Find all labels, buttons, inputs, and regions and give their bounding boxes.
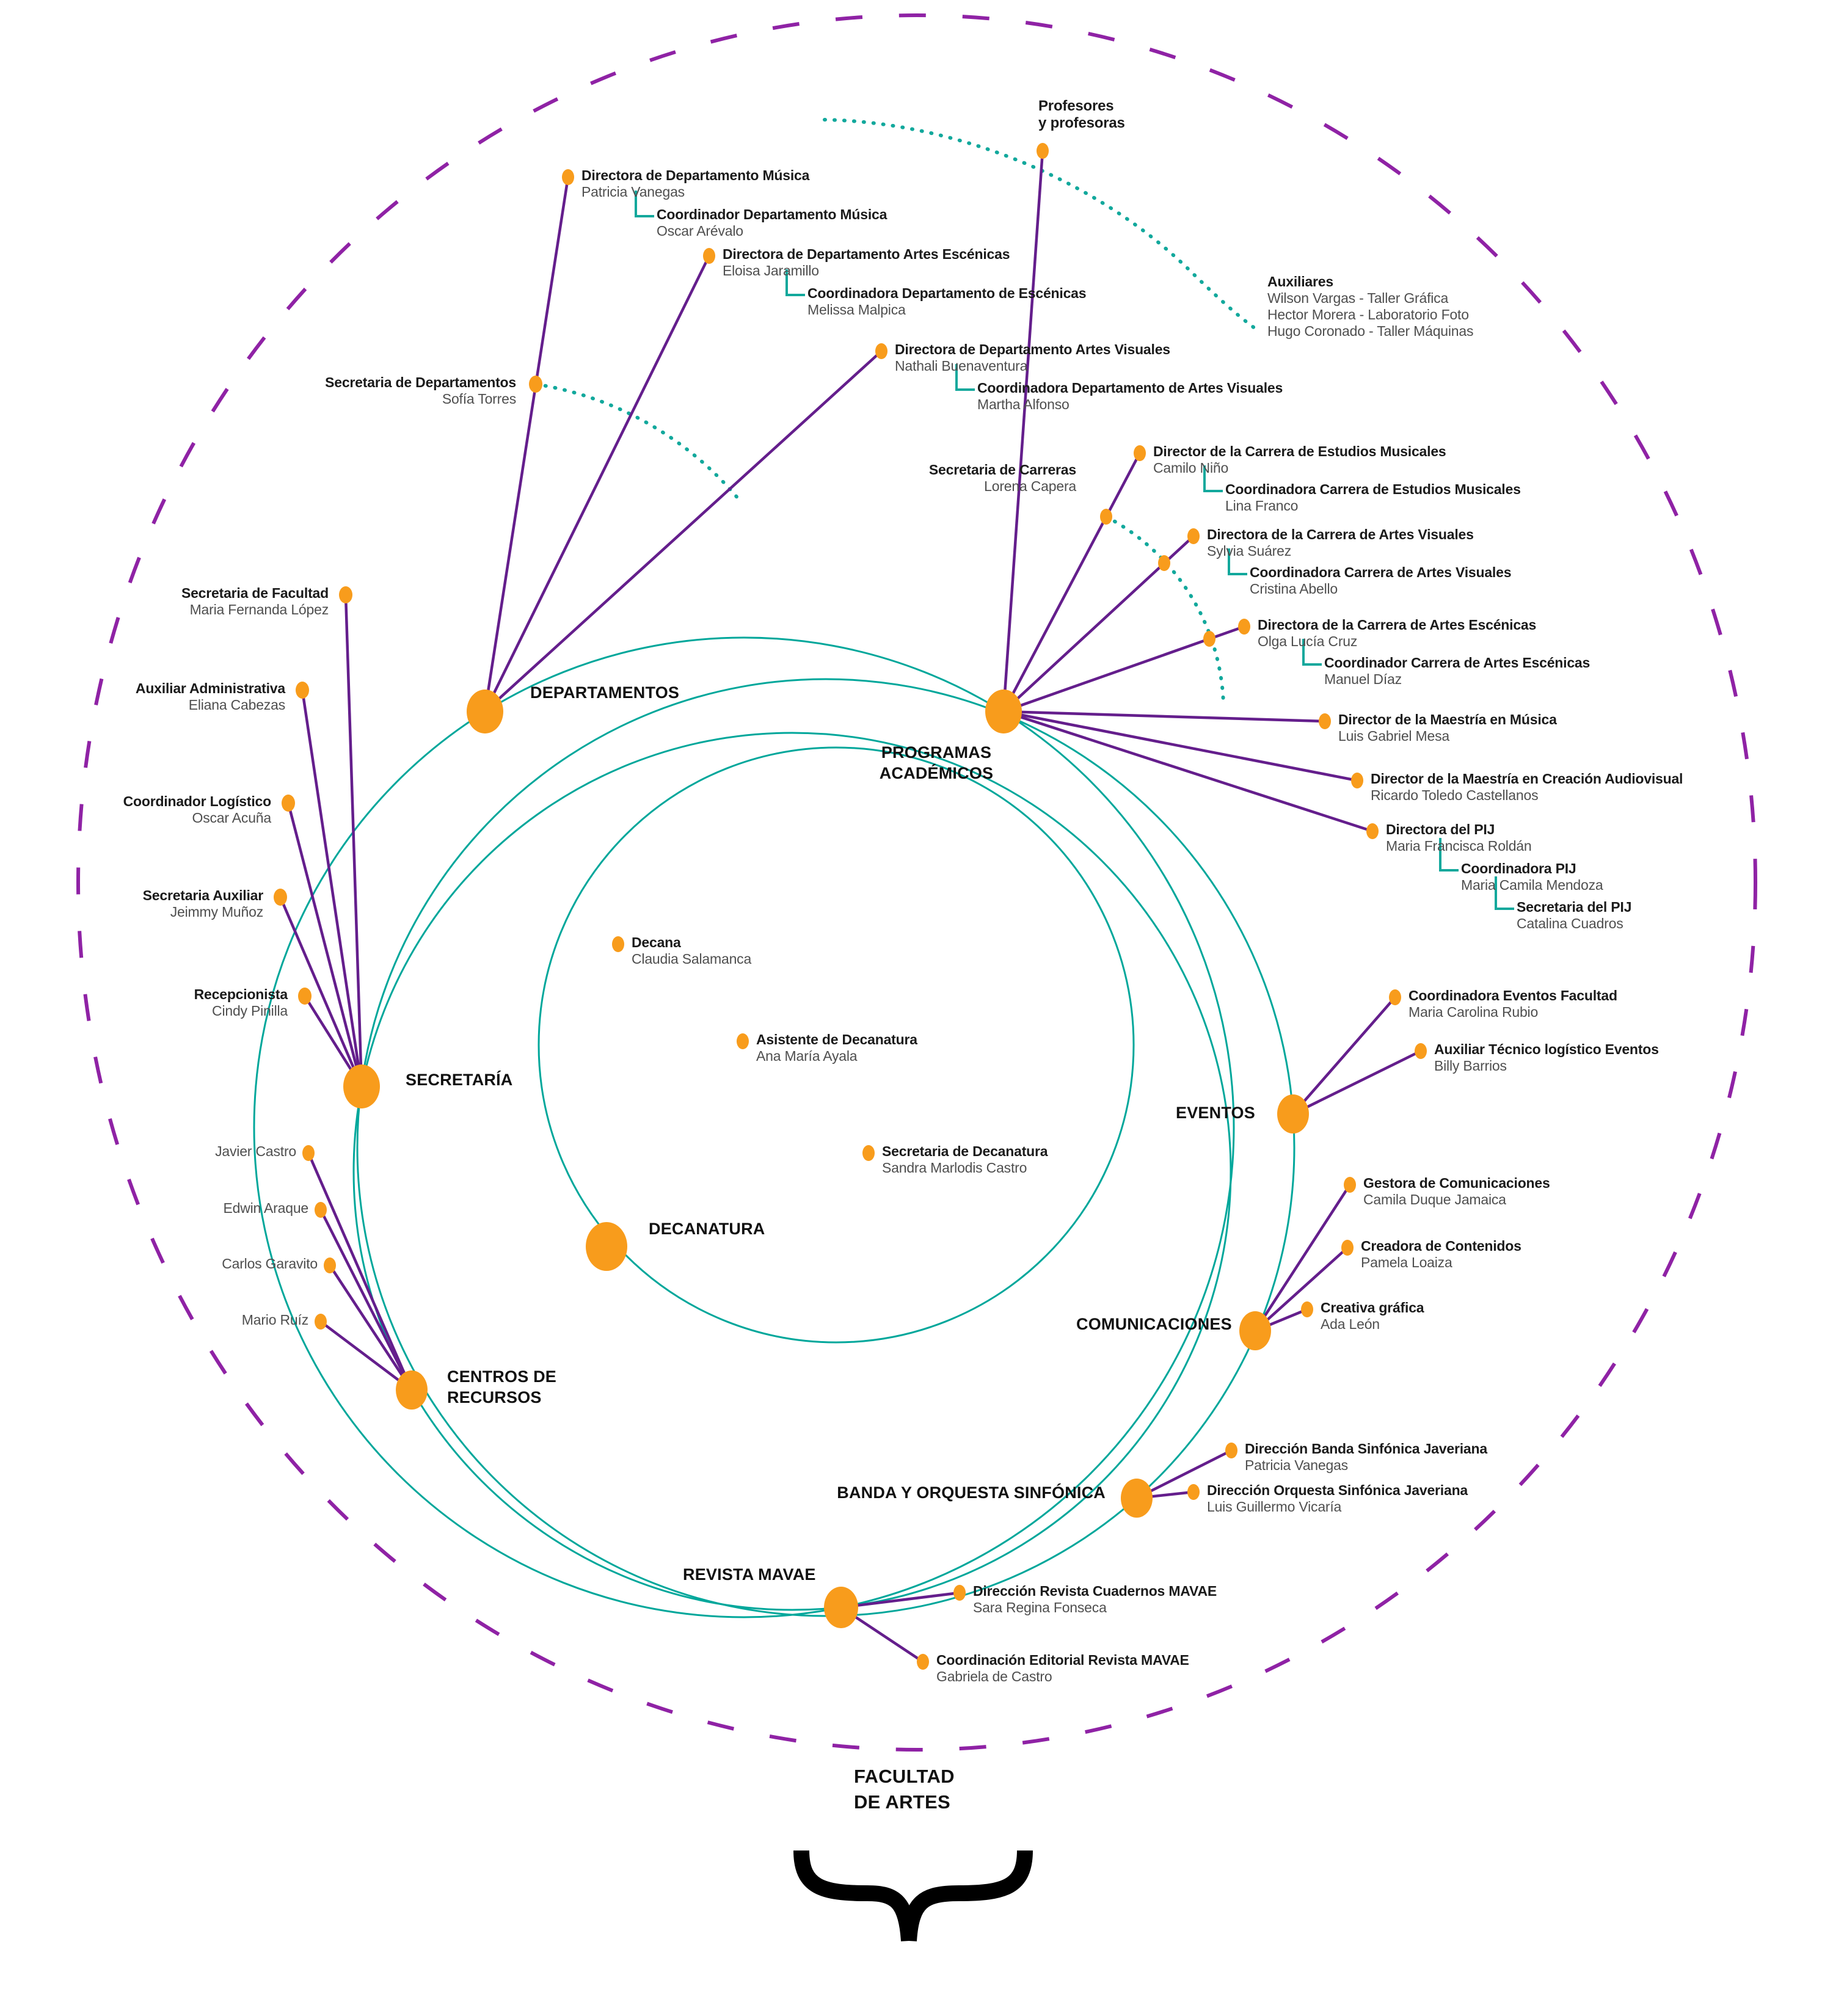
label-director-maestria-musica: Director de la Maestría en Música Luis Gabriel Mesa (1338, 711, 1557, 744)
label-recepcionista: Recepcionista Cindy Pinilla (194, 986, 288, 1019)
page-title (854, 1764, 955, 1815)
label-creativa-grafica: Creativa gráfica Ada León (1321, 1300, 1424, 1333)
orange-dot (1134, 445, 1146, 461)
connector-line (485, 351, 881, 711)
node-label-centros-de-recursos (447, 1367, 556, 1408)
orange-dot (875, 343, 887, 359)
node-circle-banda-y-orquesta (1121, 1479, 1153, 1518)
orange-dot (324, 1257, 336, 1273)
label-decana: Decana Claudia Salamanca (632, 934, 752, 967)
orange-dot (339, 586, 352, 603)
node-label-line: PROGRAMAS (881, 743, 992, 762)
orange-dot (1187, 528, 1200, 544)
label-directora-del-pij: Directora del PIJ Maria Francisca Roldán (1386, 821, 1532, 854)
label-coordinadora-carrera-estudios-musicales: Coordinadora Carrera de Estudios Musicales Lina Franco (1225, 481, 1521, 514)
brace-left-half (801, 1850, 909, 1941)
label-direccion-banda-sinfonica: Dirección Banda Sinfónica Javeriana Patricia Vanegas (1245, 1441, 1487, 1474)
orange-dot (298, 988, 312, 1005)
node-label-banda-y-orquesta: BANDA Y ORQUESTA SINFÓNICA (837, 1483, 1106, 1502)
orange-dot (296, 682, 309, 699)
orange-dot (1037, 143, 1049, 159)
label-coordinadora-pij: Coordinadora PIJ Maria Camila Mendoza (1461, 861, 1603, 893)
label-directora-departamento-artes-visuales: Directora de Departamento Artes Visuales Nathali Buenaventura (895, 341, 1170, 374)
orange-dot (703, 248, 715, 264)
node-label-comunicaciones: COMUNICACIONES (1076, 1315, 1232, 1333)
orange-dot (1351, 773, 1363, 788)
node-label-line: ACADÉMICOS (879, 763, 994, 782)
label-auxiliar-tecnico-logistico-eventos: Auxiliar Técnico logístico Eventos Billy Barrios (1434, 1041, 1659, 1074)
label-coordinadora-eventos-facultad: Coordinadora Eventos Facultad Maria Carolina Rubio (1408, 988, 1617, 1021)
orbit-circle-b (357, 679, 1294, 1616)
label-direccion-orquesta-sinfonica: Dirección Orquesta Sinfónica Javeriana Luis Guillermo Vicaría (1207, 1482, 1468, 1515)
node-label-programas-academicos (854, 743, 1019, 784)
label-coordinacion-editorial-revista-mavae: Coordinación Editorial Revista MAVAE Gabriela de Castro (936, 1652, 1189, 1685)
node-label-decanatura: DECANATURA (649, 1220, 765, 1238)
orange-dot (1341, 1240, 1354, 1256)
label-directora-departamento-musica: Directora de Departamento Música Patricia Vanegas (581, 167, 810, 200)
orange-dot (1415, 1043, 1427, 1059)
label-secretaria-del-pij: Secretaria del PIJ Catalina Cuadros (1517, 899, 1632, 932)
connector-line (1293, 1051, 1421, 1114)
label-directora-carrera-artes-escenicas: Directora de la Carrera de Artes Escénicas Olga Lucía Cruz (1258, 617, 1537, 650)
orange-dot (862, 1145, 875, 1161)
orange-dot (1319, 713, 1331, 729)
page-title-line: DE ARTES (854, 1791, 950, 1813)
orange-dot (1158, 555, 1170, 571)
dotted-arc-secretaria-carreras (1106, 517, 1223, 704)
label-directora-departamento-artes-escenicas: Directora de Departamento Artes Escénicas Eloisa Jaramillo (723, 246, 1010, 279)
node-label-revista-mavae: REVISTA MAVAE (683, 1565, 816, 1584)
label-carlos-garavito: Carlos Garavito (222, 1256, 318, 1272)
orange-dot (612, 936, 624, 952)
orange-dot (302, 1145, 315, 1161)
label-coordinadora-carrera-artes-visuales: Coordinadora Carrera de Artes Visuales Cristina Abello (1250, 564, 1512, 597)
orbit-circle-a (254, 638, 1234, 1617)
label-directora-carrera-artes-visuales: Directora de la Carrera de Artes Visuales Sylvia Suárez (1207, 526, 1474, 559)
label-edwin-araque: Edwin Araque (223, 1200, 308, 1216)
node-circle-revista-mavae (824, 1587, 858, 1628)
label-secretaria-de-facultad: Secretaria de Facultad Maria Fernanda López (181, 585, 329, 618)
orange-dot (953, 1585, 966, 1601)
node-label-departamentos: DEPARTAMENTOS (530, 683, 680, 702)
orbit-circle-c (354, 733, 1231, 1610)
label-javier-castro: Javier Castro (215, 1143, 296, 1159)
orange-dot (315, 1314, 327, 1330)
orange-dot (315, 1202, 327, 1218)
label-secretaria-de-departamentos: Secretaria de Departamentos Sofía Torres (325, 374, 516, 407)
orange-dot (529, 376, 542, 393)
label-creadora-de-contenidos: Creadora de Contenidos Pamela Loaiza (1361, 1238, 1521, 1271)
node-label-line: CENTROS DE (447, 1367, 557, 1386)
orbit-circles (254, 638, 1294, 1617)
orange-dot (1187, 1484, 1200, 1500)
label-coordinadora-departamento-artes-visuales: Coordinadora Departamento de Artes Visuales Martha Alfonso (977, 380, 1283, 413)
orange-dot (1301, 1301, 1313, 1317)
node-circle-decanatura (586, 1222, 627, 1271)
brace-icon (801, 1850, 1025, 1941)
node-label-line: RECURSOS (447, 1388, 542, 1406)
label-secretaria-auxiliar: Secretaria Auxiliar Jeimmy Muñoz (142, 887, 263, 920)
label-gestora-de-comunicaciones: Gestora de Comunicaciones Camila Duque Jamaica (1363, 1175, 1550, 1208)
label-direccion-revista-cuadernos-mavae: Dirección Revista Cuadernos MAVAE Sara Regina Fonseca (973, 1583, 1217, 1616)
label-director-carrera-estudios-musicales: Director de la Carrera de Estudios Musicales Camilo Niño (1153, 443, 1446, 476)
label-coordinador-departamento-musica: Coordinador Departamento Música Oscar Arévalo (657, 206, 887, 239)
connector-line (1293, 997, 1395, 1114)
connector-line (485, 177, 568, 711)
label-auxiliares: Auxiliares Wilson Vargas - Taller Gráfica Hector Morera - Laboratorio Foto Hugo Coronado - Taller Máquinas (1267, 274, 1474, 340)
label-asistente-de-decanatura: Asistente de Decanatura Ana María Ayala (756, 1032, 917, 1064)
orange-dot (1389, 989, 1401, 1005)
node-circle-eventos (1277, 1094, 1309, 1134)
node-circle-comunicaciones (1239, 1311, 1271, 1350)
orange-dot (562, 169, 574, 185)
node-label-eventos: EVENTOS (1176, 1104, 1255, 1122)
connector-line (841, 1593, 960, 1607)
orange-dot (282, 795, 295, 812)
connector-line (1004, 151, 1043, 711)
orange-dot (274, 889, 287, 906)
label-director-maestria-creacion-audiovisual: Director de la Maestría en Creación Audiovisual Ricardo Toledo Castellanos (1371, 771, 1683, 804)
node-circle-departamentos (467, 690, 503, 733)
brace-right-half (909, 1850, 1025, 1941)
orange-dot (1366, 823, 1379, 839)
node-circle-secretaria (343, 1064, 380, 1108)
orange-dot (737, 1033, 749, 1049)
connector-line (346, 595, 362, 1086)
orange-dot (917, 1654, 929, 1670)
label-secretaria-de-carreras: Secretaria de Carreras Lorena Capera (928, 462, 1076, 495)
label-profesores: Profesores y profesoras (1038, 98, 1125, 132)
label-auxiliar-administrativa: Auxiliar Administrativa Eliana Cabezas (135, 680, 285, 713)
node-label-secretaria: SECRETARÍA (406, 1071, 513, 1089)
orange-dot (1344, 1177, 1356, 1193)
orange-dot (1225, 1443, 1237, 1458)
label-coordinador-logistico: Coordinador Logístico Oscar Acuña (123, 793, 271, 826)
node-circle-programas-academicos (985, 690, 1022, 733)
label-secretaria-de-decanatura: Secretaria de Decanatura Sandra Marlodis Castro (882, 1143, 1048, 1176)
connector-line (330, 1265, 412, 1390)
label-mario-ruiz: Mario Ruíz (241, 1312, 308, 1328)
label-coordinadora-departamento-escenicas: Coordinadora Departamento de Escénicas Melissa Malpica (807, 285, 1087, 318)
orange-dot (1238, 619, 1250, 635)
label-coordinador-carrera-artes-escenicas: Coordinador Carrera de Artes Escénicas Manuel Díaz (1324, 655, 1591, 688)
page-title-line: FACULTAD (854, 1766, 955, 1787)
orange-dot (1203, 631, 1215, 647)
connector-line (308, 1153, 412, 1390)
orange-dot (1100, 509, 1112, 525)
node-circle-centros-de-recursos (396, 1370, 428, 1410)
